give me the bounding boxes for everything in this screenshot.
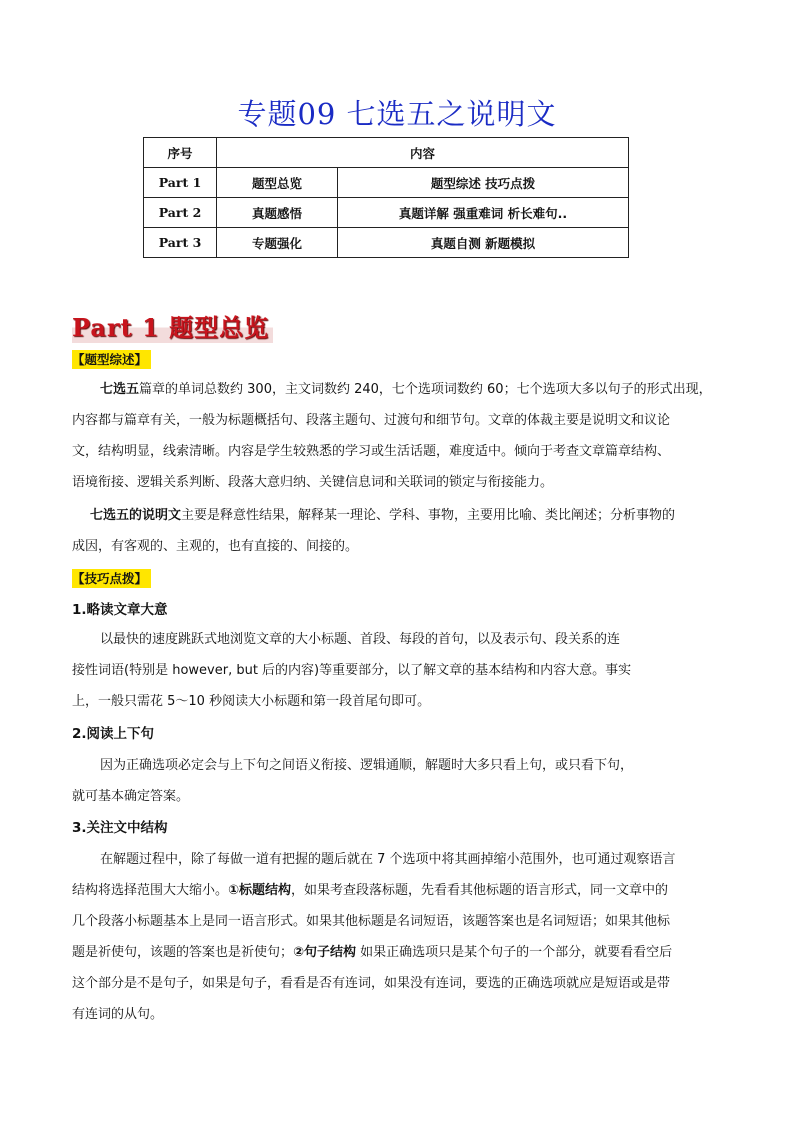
table-row xyxy=(144,198,629,228)
tip-paragraph-1: 以最快的速度跳跃式地浏览文章的大小标题、首段、每段的首句，以及表示句、段关系的连 接性词语(特别是 however, but 后的内容)等重要部分，以了解文章的基本结构和内容大意。事实 上，一般只需花 5～10 秒阅读大小标题和第一段首尾句即可。 xyxy=(72,632,632,709)
toc-cell-num: Part 1 xyxy=(144,168,217,198)
tips-tag: 【技巧点拨】 xyxy=(72,569,151,588)
toc-header-row xyxy=(144,138,629,168)
tip-paragraph-3: 在解题过程中，除了每做一道有把握的题后就在 7 个选项中将其画掉缩小范围外，也可通过观察语言 结构将选择范围大大缩小。①标题结构，如果考查段落标题，先看看其他标题的语言形式，同一文章中的 几个段落小标题基本上是同一语言形式。如果其他标题是名词短语，该题答案也是名词短语；如果其他标 题是祈使句，该题的答案也是祈使句；②句子结构 如果正确选项只是某个句子的一个部分，就要看看空后 这个部分是不是句子，如果是句子，看看是否有连词，如果没有连词，要选的正确选项就应是短语或是带 有连词的从句。 xyxy=(72,852,676,1022)
tip-heading-1: 1.略读文章大意 xyxy=(72,602,168,618)
overview-bold-term: 七选五的说明文 xyxy=(90,508,182,523)
tip-heading-3: 3.关注文中结构 xyxy=(72,820,168,836)
tip-paragraph-2: 因为正确选项必定会与上下句之间语义衔接、逻辑通顺，解题时大多只看上句，或只看下句， 就可基本确定答案。 xyxy=(72,758,634,804)
toc-cell-name: 真题感悟 xyxy=(217,198,338,228)
toc-header-content: 内容 xyxy=(217,138,629,168)
toc-table xyxy=(143,137,629,258)
overview-paragraph-1: 七选五篇章的单词总数约 300，主文词数约 240，七个选项词数约 60；七个选项大多以句子的形式出现， 内容都与篇章有关，一般为标题概括句、段落主题句、过渡句和细节句。文章的体裁主要是说明文和议论 文，结构明显，线索清晰。内容是学生较熟悉的学习或生活话题，难度适中。倾向于考查文章篇章结构、 语境衔接、逻辑关系判断、段落大意归纳、关键信息词和关联词的锁定与衔接能力。 xyxy=(72,382,712,490)
tip-bold-term: ①标题结构 xyxy=(228,883,292,898)
toc-cell-name: 题型总览 xyxy=(217,168,338,198)
toc-cell-desc: 真题详解 强重难词 析长难句.. xyxy=(338,198,629,228)
toc-cell-name: 专题强化 xyxy=(217,228,338,258)
table-row xyxy=(144,228,629,258)
toc-header-num: 序号 xyxy=(144,138,217,168)
part1-heading: Part 1 题型总览 xyxy=(72,308,273,343)
toc-cell-num: Part 3 xyxy=(144,228,217,258)
overview-paragraph-2: 七选五的说明文主要是释意性结果，解释某一理论、学科、事物，主要用比喻、类比阐述；分析事物的 成因，有客观的、主观的，也有直接的、间接的。 xyxy=(72,508,676,554)
tip-bold-term: ②句子结构 xyxy=(293,945,357,960)
overview-tag: 【题型综述】 xyxy=(72,350,151,369)
table-row xyxy=(144,168,629,198)
toc-cell-desc: 真题自测 新题模拟 xyxy=(338,228,629,258)
document-title: 专题09 七选五之说明文 xyxy=(237,97,557,131)
toc-cell-desc: 题型综述 技巧点拨 xyxy=(338,168,629,198)
overview-bold-term: 七选五 xyxy=(100,382,140,397)
tip-heading-2: 2.阅读上下句 xyxy=(72,726,155,742)
toc-cell-num: Part 2 xyxy=(144,198,217,228)
